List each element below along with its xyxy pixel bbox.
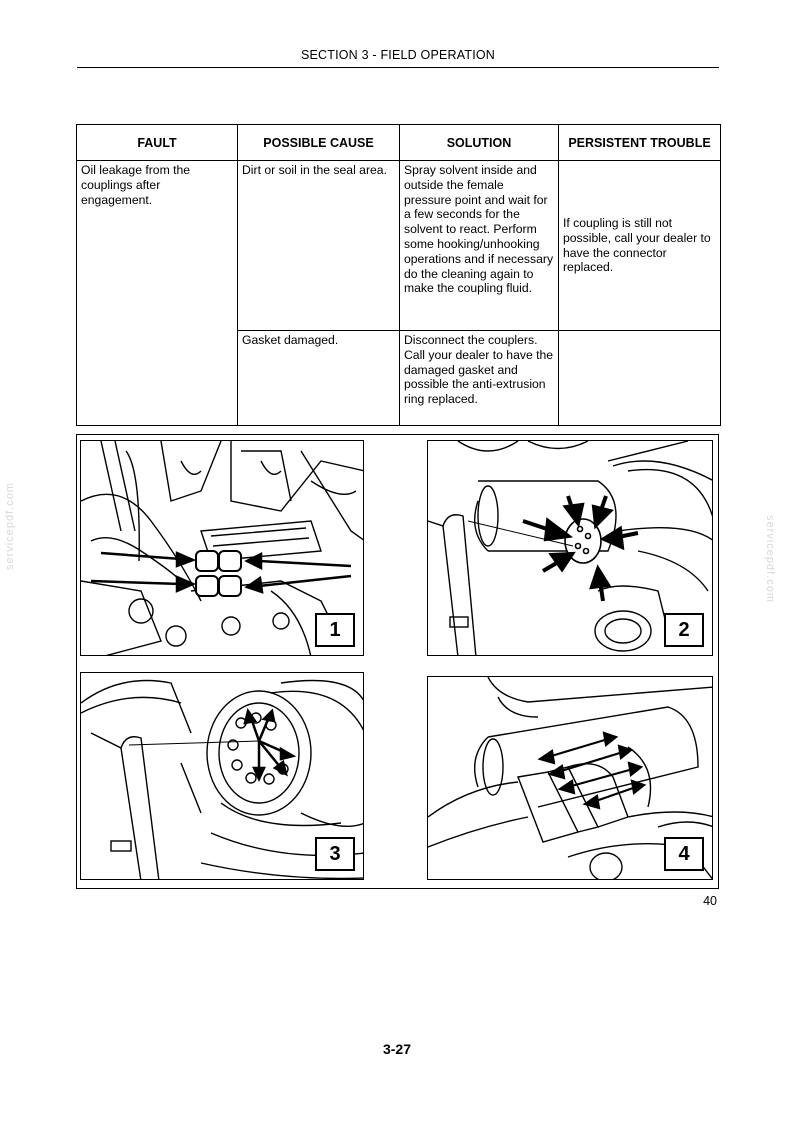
watermark-right: servicepdf.com [764, 515, 776, 603]
panel-number-1: 1 [315, 613, 355, 647]
fault-cell: Oil leakage from the couplings after engagement. [77, 161, 238, 426]
header-divider [77, 67, 719, 68]
col-header-possible-cause: POSSIBLE CAUSE [238, 125, 400, 161]
cause-cell: Dirt or soil in the seal area. [238, 161, 400, 331]
panel-number-3: 3 [315, 837, 355, 871]
cause-cell: Gasket damaged. [238, 331, 400, 426]
persistent-trouble-cell: If coupling is still not possible, call your dealer to have the connector replaced. [559, 161, 721, 331]
solution-cell: Spray solvent inside and outside the female pressure point and wait for a few seconds for the solvent to react. Perform some hooking/unhooking operations and if necessary do the cleaning again to make the coupling fluid. [400, 161, 559, 331]
page-number: 3-27 [382, 1041, 412, 1057]
solution-cell: Disconnect the couplers. Call your dealer to have the damaged gasket and possible the anti-extrusion ring replaced. [400, 331, 559, 426]
watermark-left: servicepdf.com [4, 482, 16, 570]
panel-number-4: 4 [664, 837, 704, 871]
col-header-solution: SOLUTION [400, 125, 559, 161]
panel-number-2: 2 [664, 613, 704, 647]
illustration-panel-2 [427, 440, 713, 656]
col-header-fault: FAULT [77, 125, 238, 161]
figure-number: 40 [703, 894, 717, 908]
col-header-persistent-trouble: PERSISTENT TROUBLE [559, 125, 721, 161]
illustration-panel-1 [80, 440, 364, 656]
fault-table [76, 124, 721, 426]
table-row [77, 161, 721, 331]
section-header: SECTION 3 - FIELD OPERATION [300, 48, 496, 62]
table-header-row [77, 125, 721, 161]
illustration-panel-3 [80, 672, 364, 880]
persistent-trouble-cell [559, 331, 721, 426]
illustration-panel-4 [427, 676, 713, 880]
